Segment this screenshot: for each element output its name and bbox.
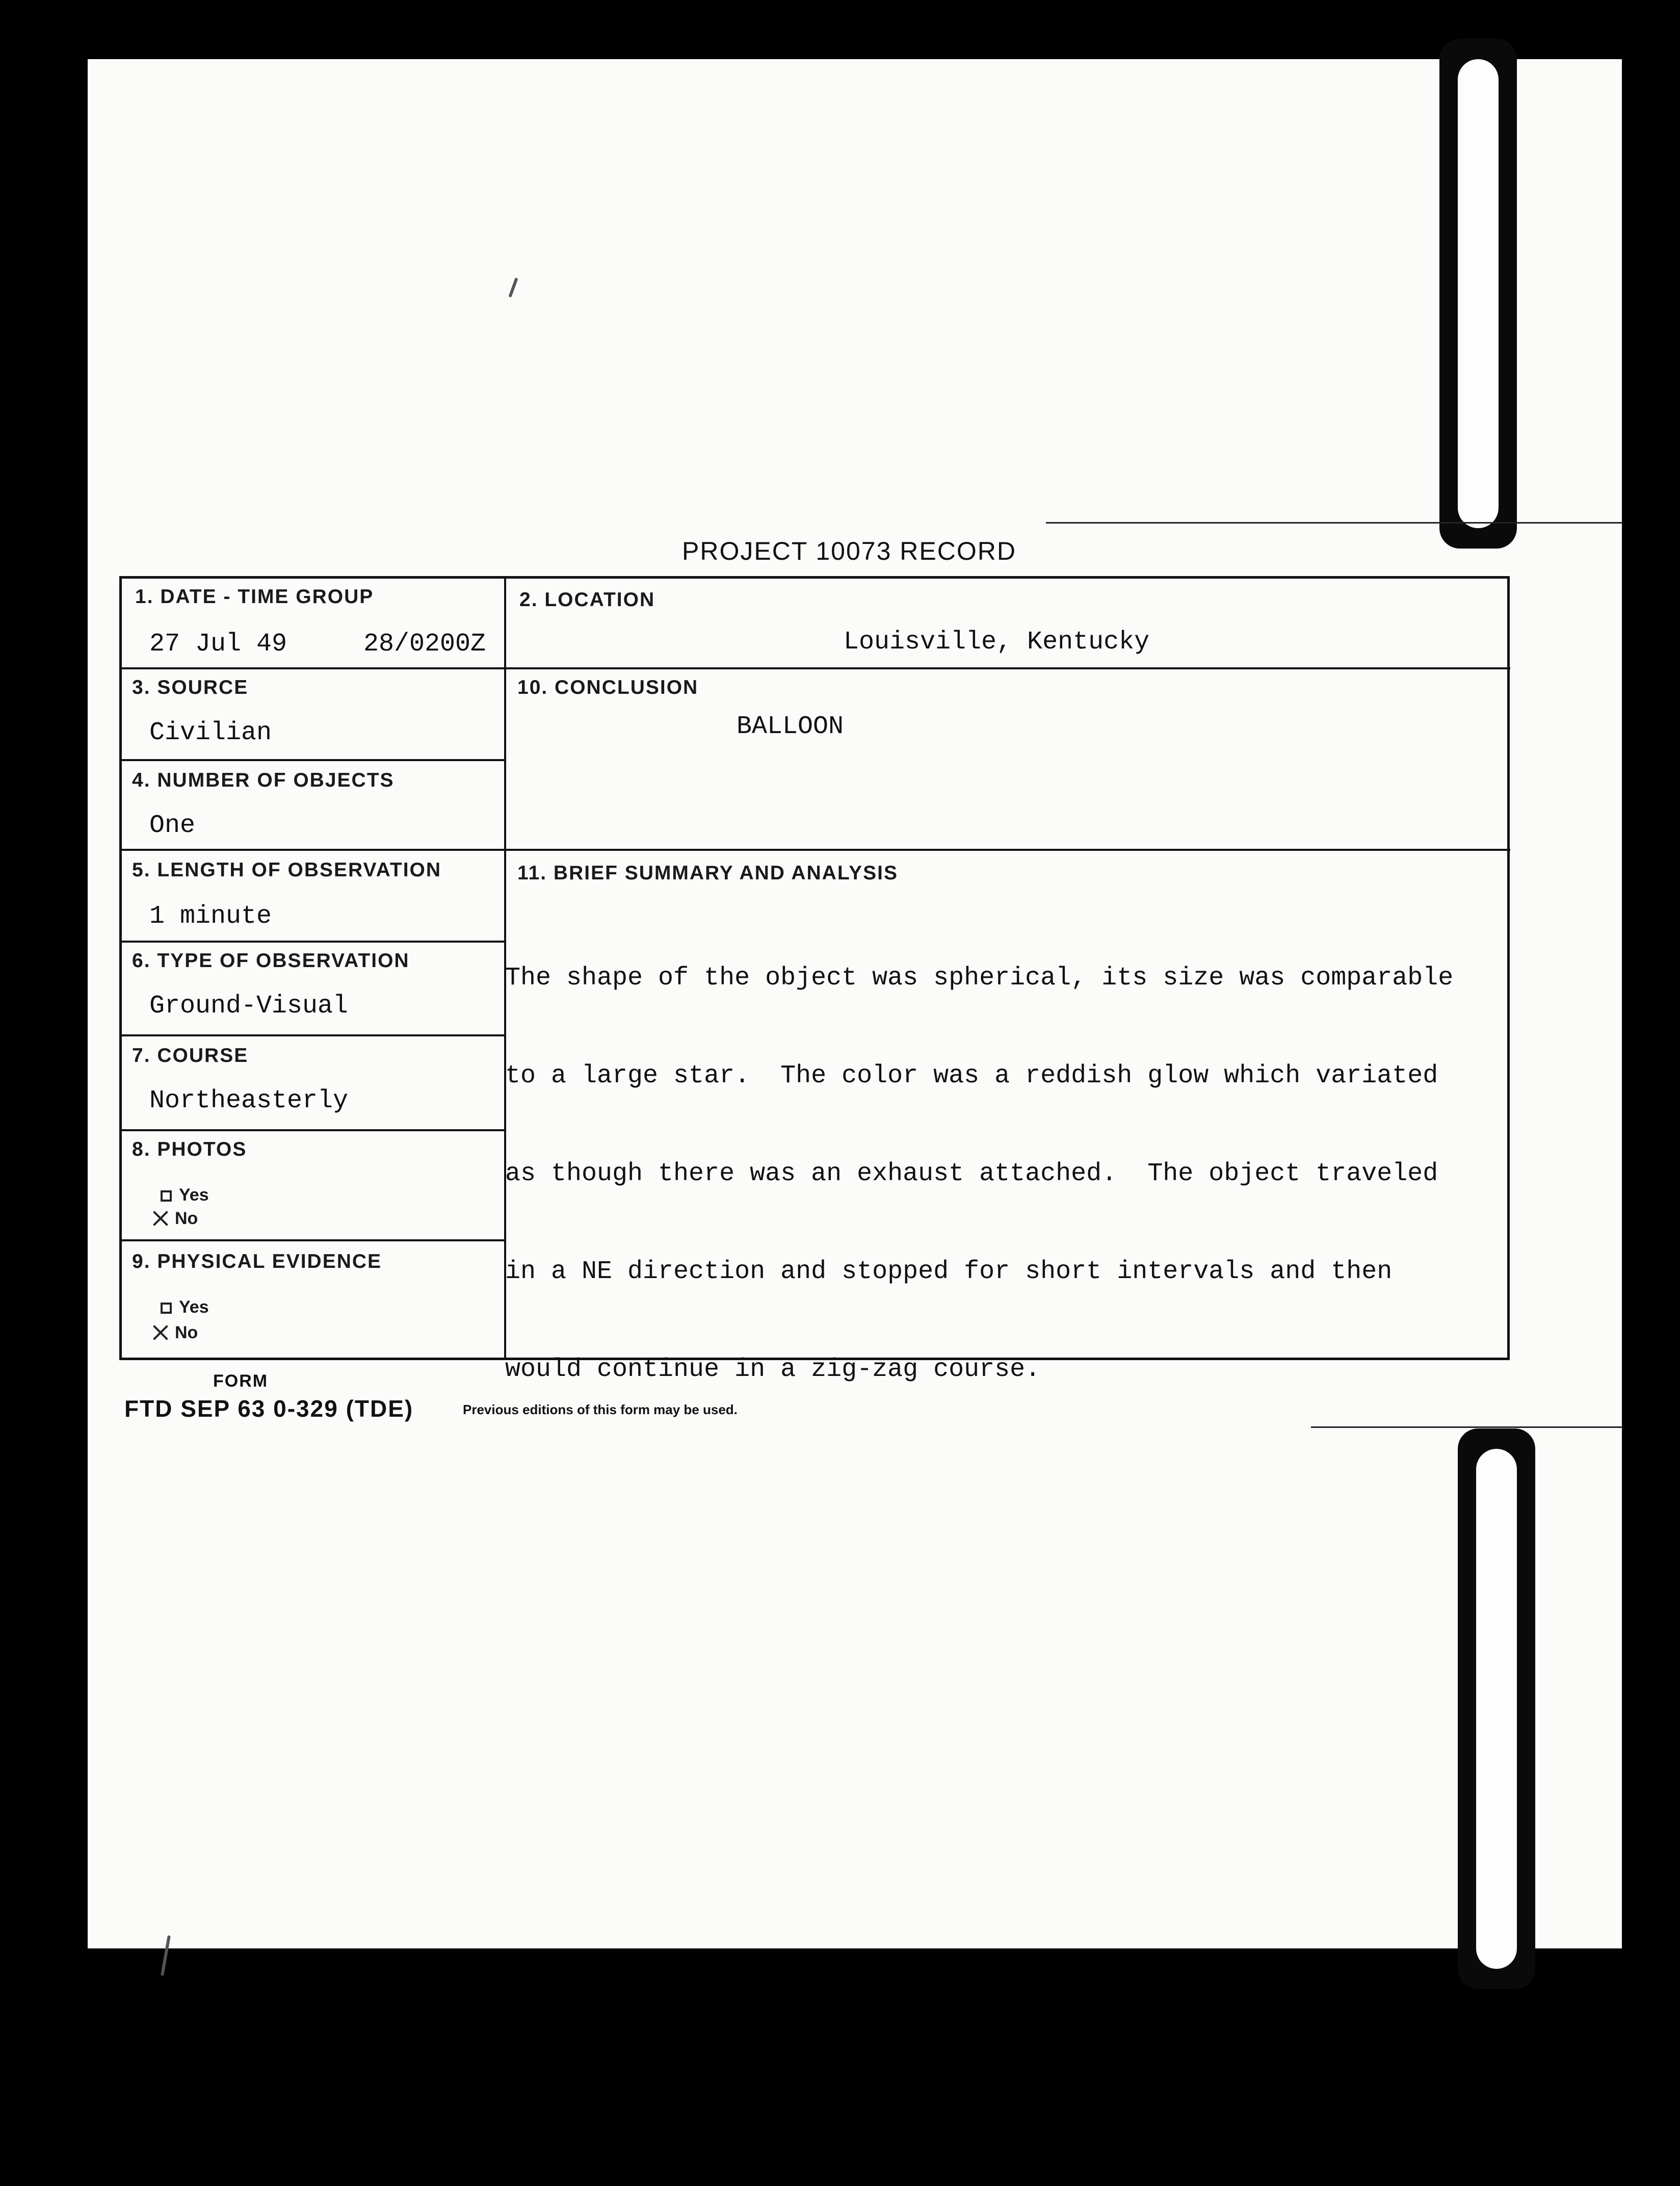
course-value: Northeasterly: [149, 1086, 349, 1115]
physical-evidence-label: 9. PHYSICAL EVIDENCE: [132, 1251, 382, 1272]
number-of-objects-label: 4. NUMBER OF OBJECTS: [132, 769, 395, 791]
form-row-divider: [504, 667, 1510, 669]
summary-line: would continue in a zig-zag course.: [505, 1355, 1041, 1384]
source-label: 3. SOURCE: [132, 676, 249, 698]
source-value: Civilian: [149, 718, 272, 747]
form-title: PROJECT 10073 RECORD: [682, 537, 1016, 565]
photos-no-option: [152, 1209, 198, 1229]
date-value: 27 Jul 49: [149, 630, 287, 659]
time-value: 28/0200Z: [363, 630, 486, 659]
checkbox-empty-icon: [161, 1190, 172, 1202]
form-row-divider: [122, 849, 504, 851]
footer-note: Previous editions of this form may be used.: [463, 1402, 738, 1417]
photos-yes-option: [161, 1185, 209, 1205]
summary-text: [505, 897, 1504, 1451]
physical-evidence-no-label: No: [175, 1323, 198, 1342]
summary-label: 11. BRIEF SUMMARY AND ANALYSIS: [517, 862, 898, 884]
checkbox-checked-icon: [152, 1325, 170, 1340]
checkbox-checked-icon: [152, 1211, 170, 1226]
number-of-objects-value: One: [149, 811, 196, 840]
physical-evidence-yes-label: Yes: [179, 1297, 209, 1317]
form-row-divider: [504, 849, 1510, 851]
checkbox-empty-icon: [161, 1303, 172, 1314]
form-row-divider: [122, 1034, 504, 1036]
form-row-divider: [122, 1239, 504, 1241]
course-label: 7. COURSE: [132, 1045, 249, 1066]
film-edge-bar-bottom: [1458, 1428, 1535, 1989]
location-label: 2. LOCATION: [519, 589, 655, 611]
photos-no-label: No: [175, 1209, 198, 1228]
summary-line: in a NE direction and stopped for short intervals and then: [505, 1257, 1393, 1286]
photos-yes-label: Yes: [179, 1185, 209, 1205]
form-row-divider: [122, 667, 504, 669]
summary-line: The shape of the object was spherical, its size was comparable: [505, 964, 1454, 993]
form-row-divider: [122, 1129, 504, 1131]
date-time-group-label: 1. DATE - TIME GROUP: [135, 586, 374, 608]
photos-label: 8. PHOTOS: [132, 1138, 247, 1160]
physical-evidence-yes-option: [161, 1297, 209, 1317]
film-edge-bar-top: [1439, 39, 1517, 549]
footer-form-id: FTD SEP 63 0-329 (TDE): [124, 1395, 414, 1422]
physical-evidence-no-option: [152, 1323, 198, 1343]
conclusion-value: BALLOON: [737, 712, 844, 741]
scan-edge-line: [1046, 522, 1622, 524]
conclusion-label: 10. CONCLUSION: [517, 676, 699, 698]
type-of-observation-label: 6. TYPE OF OBSERVATION: [132, 950, 410, 972]
type-of-observation-value: Ground-Visual: [149, 992, 349, 1021]
location-value: Louisville, Kentucky: [844, 628, 1150, 657]
length-of-observation-value: 1 minute: [149, 902, 272, 931]
length-of-observation-label: 5. LENGTH OF OBSERVATION: [132, 859, 442, 881]
form-row-divider: [122, 941, 504, 943]
summary-line: as though there was an exhaust attached. The object traveled: [505, 1159, 1438, 1188]
form-row-divider: [122, 759, 504, 761]
footer-form-word: FORM: [213, 1371, 269, 1391]
summary-line: to a large star. The color was a reddish glow which variated: [505, 1061, 1438, 1090]
